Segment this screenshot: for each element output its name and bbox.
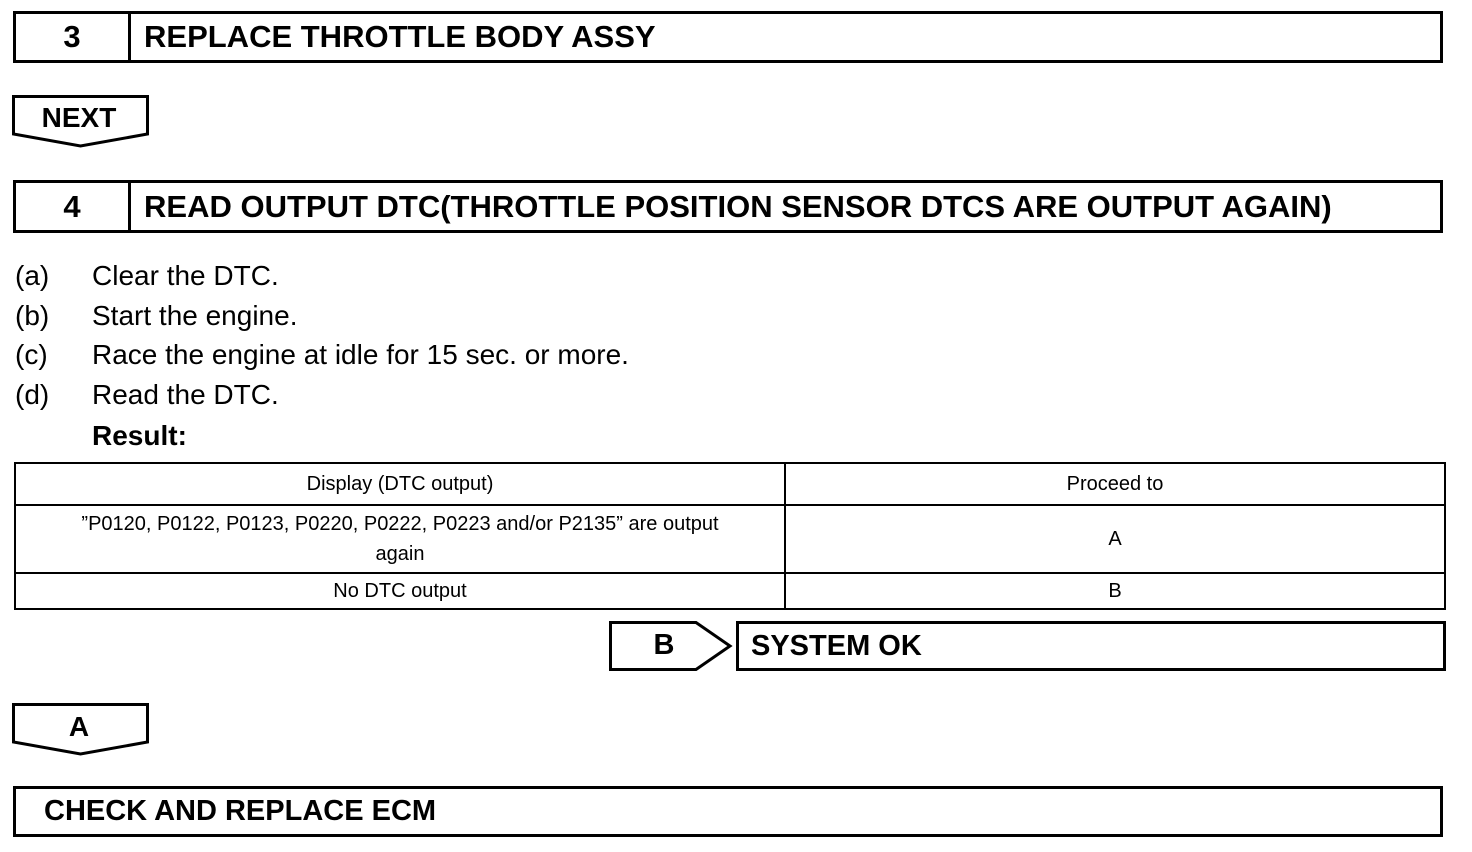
step-item — [15, 339, 629, 371]
step-4-number: 4 — [16, 183, 131, 230]
step-4-title: READ OUTPUT DTC(THROTTLE POSITION SENSOR DTCS ARE OUTPUT AGAIN) — [144, 188, 1332, 224]
step-item-letter: (b) — [15, 300, 50, 331]
step-item-text: Start the engine. — [92, 300, 298, 331]
table-header-proceed: Proceed to — [785, 463, 1445, 505]
branch-a-tag — [12, 703, 150, 757]
table-cell-display: No DTC output — [15, 573, 785, 609]
step-item-letter: (a) — [15, 260, 50, 291]
branch-b-label: B — [653, 629, 675, 661]
result-table — [14, 462, 1446, 610]
table-cell-proceed: A — [785, 505, 1445, 573]
next-arrow-tag — [12, 95, 150, 149]
table-header-display: Display (DTC output) — [15, 463, 785, 505]
step-item — [15, 260, 279, 292]
table-row — [15, 505, 1445, 573]
branch-a-label: A — [68, 711, 90, 742]
step-item — [15, 300, 297, 332]
step-4-header — [13, 180, 1443, 233]
step-3-header — [13, 11, 1443, 63]
step-item-text: Clear the DTC. — [92, 260, 279, 291]
step-item-letter: (d) — [15, 379, 50, 410]
step-item-letter: (c) — [15, 339, 48, 370]
step-item-text: Race the engine at idle for 15 sec. or more. — [92, 339, 629, 370]
step-3-title: REPLACE THROTTLE BODY ASSY — [144, 19, 656, 54]
branch-b-tag — [609, 621, 733, 671]
next-label: NEXT — [41, 102, 117, 133]
table-header-row — [15, 463, 1445, 505]
table-cell-proceed: B — [785, 573, 1445, 609]
step-3-number: 3 — [16, 14, 131, 60]
result-label: Result: — [92, 420, 187, 451]
final-action-box: CHECK AND REPLACE ECM — [13, 786, 1443, 837]
step-item-text: Read the DTC. — [92, 379, 279, 410]
step-item — [15, 379, 279, 411]
system-ok-box: SYSTEM OK — [736, 621, 1446, 671]
table-cell-display: ”P0120, P0122, P0123, P0220, P0222, P0223 and/or P2135” are output again — [15, 505, 785, 573]
table-row — [15, 573, 1445, 609]
